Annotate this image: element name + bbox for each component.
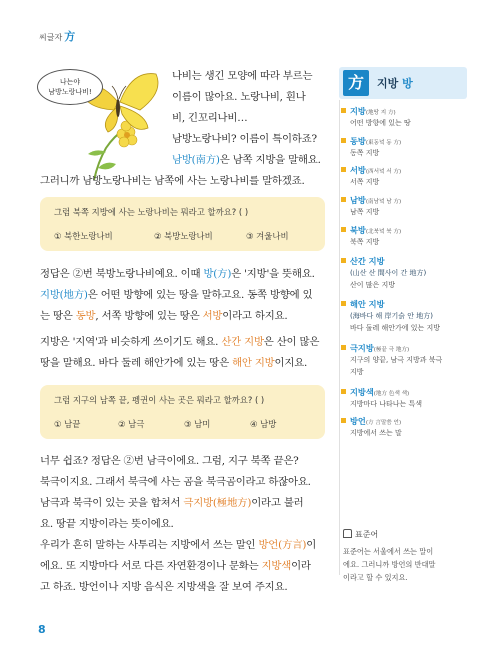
- para1-line-2: 이름이 많아요. 노랑나비, 흰나: [172, 91, 306, 103]
- sidebar-divider: [339, 100, 340, 575]
- bullet-icon: [341, 167, 346, 172]
- para3-l2a: 땅을 말해요. 바다 둘레 해안가에 있는 땅은: [40, 357, 233, 369]
- sidebar-term-hanja: (地方 色색 색): [373, 391, 410, 397]
- bullet-icon: [341, 197, 346, 202]
- sidebar-term: [350, 387, 409, 398]
- sidebar-definition: 남쪽 지방: [350, 208, 380, 216]
- standard-line-2: 에요. 그러니까 방언의 반대말: [343, 560, 436, 569]
- sidebar-term-word: 남방: [350, 195, 366, 205]
- quiz-1-option-1[interactable]: ① 북한노랑나비: [54, 231, 113, 241]
- sidebar-term-hanja: (地땅 지 方): [365, 110, 396, 116]
- sidebar-term-word: 산간 지방: [350, 256, 385, 266]
- standard-language-note: [343, 545, 473, 584]
- paragraph-4: [40, 451, 316, 598]
- bullet-icon: [341, 418, 346, 423]
- quiz-2-option-4[interactable]: ④ 남방: [250, 419, 277, 429]
- sidebar-header: [339, 67, 467, 99]
- term-nambang: 남방(南方): [172, 154, 220, 166]
- quiz-1-options: [54, 230, 326, 242]
- term-jibangsaek: 지방색: [261, 560, 292, 572]
- quiz-2-option-2[interactable]: ② 남극: [118, 419, 145, 429]
- bullet-icon: [341, 301, 346, 306]
- sidebar-term-word: 지방: [350, 106, 366, 116]
- sidebar-term: [350, 416, 401, 427]
- sidebar-definition: 지방마다 나타나는 특색: [350, 400, 423, 408]
- paragraph-2: [40, 264, 315, 327]
- para1-line-4: 남방노랑나비? 이름이 특이하죠?: [172, 133, 317, 145]
- section-header: [39, 28, 75, 44]
- para2-l3a: 는 땅은: [40, 310, 76, 322]
- sidebar-term-hanja: (西서녘 서 方): [365, 169, 402, 175]
- para4-l6a: 에요. 또 지방마다 서로 다른 자연환경이나 문화는: [40, 560, 262, 572]
- sidebar-term-hanja: (北북녘 북 方): [365, 229, 402, 235]
- sidebar-definition: 지구의 양끝, 남극 지방과 북극: [350, 356, 443, 364]
- quiz-2-question: 그럼 지구의 남쪽 끝, 펭귄이 사는 곳은 뭐라고 할까요? ( ): [54, 395, 265, 405]
- para1-line-1: 나비는 생긴 모양에 따라 부르는: [172, 70, 313, 82]
- sidebar-term: [350, 225, 401, 236]
- para2-l2b: 은 어떤 방향에 있는 땅을 말하고요. 동쪽 방향에 있: [87, 289, 313, 301]
- sidebar-term-hanja: (極끝 극 地方): [373, 347, 410, 353]
- quiz-2-options: [54, 418, 310, 430]
- sidebar-term: [350, 343, 409, 354]
- standard-heading-text: 표준어: [355, 530, 379, 539]
- quiz-1-option-2[interactable]: ② 북방노랑나비: [154, 231, 213, 241]
- bullet-icon: [341, 108, 346, 113]
- para1-line-5: [172, 150, 321, 171]
- bubble-line-1: 나는야: [59, 78, 81, 86]
- sidebar-hanja-badge: 方: [343, 70, 369, 96]
- para4-l5c: 이: [306, 539, 317, 551]
- term-bang: 방(方): [203, 268, 232, 280]
- para4-line-2: 북극이지요. 그래서 북극에 사는 곰을 북극곰이라고 하잖아요.: [40, 476, 311, 488]
- para3-l1a: 지방은 '지역'과 비슷하게 쓰이기도 해요.: [40, 336, 222, 348]
- standard-language-heading: [343, 529, 378, 540]
- term-seobang: 서방: [202, 310, 223, 322]
- sidebar-term: [350, 195, 401, 206]
- sidebar-definition: 북쪽 지방: [350, 238, 380, 246]
- sidebar-term: [350, 299, 385, 310]
- speech-bubble: [37, 69, 103, 105]
- quiz-2-option-1[interactable]: ① 남끝: [54, 419, 81, 429]
- sidebar-definition: 어떤 방향에 있는 땅: [350, 119, 411, 127]
- para4-line-4: 요. 땅끝 지방이라는 뜻이에요.: [40, 518, 174, 530]
- para4-l6c: 이라: [291, 560, 311, 572]
- para1-line-3: 비, 긴꼬리나비…: [172, 112, 248, 124]
- standard-line-1: 표준어는 서울에서 쓰는 말이: [343, 547, 434, 556]
- bullet-icon: [341, 345, 346, 350]
- sidebar-term-word: 동방: [350, 136, 366, 146]
- para2-l1c: 은 '지방'을 뜻해요.: [231, 268, 315, 280]
- quiz-box-1: [40, 197, 325, 251]
- sidebar-title: [377, 75, 413, 91]
- page-number: 8: [38, 623, 46, 636]
- standard-line-3: 이라고 할 수 있지요.: [343, 573, 408, 582]
- sidebar-term-word: 서방: [350, 165, 366, 175]
- header-label: 씨글자: [39, 33, 63, 42]
- sidebar-title-main: 지방: [377, 77, 403, 90]
- sidebar-term-word: 북방: [350, 225, 366, 235]
- para1-line-5-rest: 은 남쪽 지방을 말해요.: [219, 154, 321, 166]
- paragraph-3: [40, 332, 319, 374]
- paragraph-1-bottom: [40, 171, 305, 192]
- sidebar-term-word: 해안 지방: [350, 299, 385, 309]
- para2-l1a: 정답은 ②번 북방노랑나비예요. 이때: [40, 268, 204, 280]
- bell-icon: [343, 529, 352, 538]
- header-hanja: 方: [64, 30, 76, 43]
- sidebar-definition: 산이 많은 지방: [350, 281, 396, 289]
- term-haean-jibang: 해안 지방: [232, 357, 275, 369]
- para4-l3a: 남극과 북극이 있는 곳을 합쳐서: [40, 497, 184, 509]
- sidebar-definition: 서쪽 지방: [350, 178, 380, 186]
- sidebar-definition: 동쪽 지방: [350, 149, 380, 157]
- para2-line-2: [40, 285, 315, 306]
- bullet-icon: [341, 389, 346, 394]
- sidebar-title-key: 방: [402, 77, 413, 90]
- sidebar-term-hanja: (山산 산 間사이 간 地方): [350, 269, 427, 277]
- quiz-box-2: [40, 385, 325, 439]
- para3-line-2: [40, 353, 319, 374]
- para2-l3c: , 서쪽 방향에 있는 땅은: [95, 310, 203, 322]
- sidebar-term-hanja: (東동녘 동 方): [365, 140, 402, 146]
- sidebar-term-word: 방언: [350, 416, 366, 426]
- para4-line-6: [40, 556, 316, 577]
- para3-l2c: 이지요.: [274, 357, 308, 369]
- bullet-icon: [341, 138, 346, 143]
- term-sangan-jibang: 산간 지방: [221, 336, 264, 348]
- para4-line-1: 너무 쉽죠? 정답은 ②번 남극이에요. 그럼, 지구 북쪽 끝은?: [40, 455, 299, 467]
- bullet-icon: [341, 227, 346, 232]
- term-dongbang: 동방: [75, 310, 96, 322]
- para1-line-6: 그러니까 남방노랑나비는 남쪽에 사는 노랑나비를 말하겠죠.: [40, 175, 305, 187]
- paragraph-1-top: [172, 66, 321, 171]
- para2-l3e: 이라고 하지요.: [222, 310, 288, 322]
- sidebar-term-word: 지방색: [350, 387, 374, 397]
- para4-line-3: [40, 493, 316, 514]
- sidebar-term-hanja: (方 言말씀 언): [365, 420, 402, 426]
- sidebar-definition: 바다 둘레 해안가에 있는 지방: [350, 324, 441, 332]
- para4-l5a: 우리가 흔히 말하는 사투리는 지방에서 쓰는 말인: [40, 539, 259, 551]
- sidebar-term: [350, 106, 396, 117]
- quiz-2-option-3[interactable]: ③ 남미: [184, 419, 211, 429]
- sidebar-term: [350, 136, 401, 147]
- para3-l1c: 은 산이 많은: [263, 336, 320, 348]
- quiz-1-question: 그럼 북쪽 지방에 사는 노랑나비는 뭐라고 할까요? ( ): [54, 207, 249, 217]
- bullet-icon: [341, 258, 346, 263]
- sidebar-term: [350, 256, 385, 267]
- term-geukjibang: 극지방(極地方): [183, 497, 252, 509]
- sidebar-definition: 지방에서 쓰는 말: [350, 429, 402, 437]
- sidebar-term: [350, 165, 401, 176]
- para2-line-3: [40, 306, 315, 327]
- term-bangeon: 방언(方言): [258, 539, 307, 551]
- para4-l3c: 이라고 불러: [251, 497, 304, 509]
- para4-line-7: 고 하죠. 방언이나 지방 음식은 지방색을 잘 보여 주지요.: [40, 581, 288, 593]
- sidebar-term-hanja: (海바다 해 岸기슭 안 地方): [350, 312, 433, 320]
- para2-line-1: [40, 264, 315, 285]
- sidebar-definition-2: 지방: [350, 368, 364, 376]
- para3-line-1: [40, 332, 319, 353]
- term-jibang: 지방(地方): [40, 289, 88, 301]
- quiz-1-option-3[interactable]: ③ 겨울나비: [246, 231, 289, 241]
- para4-line-5: [40, 535, 316, 556]
- sidebar-term-hanja: (南남녘 남 方): [365, 199, 402, 205]
- sidebar-term-word: 극지방: [350, 343, 374, 353]
- bubble-line-2: 남방노랑나비!: [48, 88, 92, 96]
